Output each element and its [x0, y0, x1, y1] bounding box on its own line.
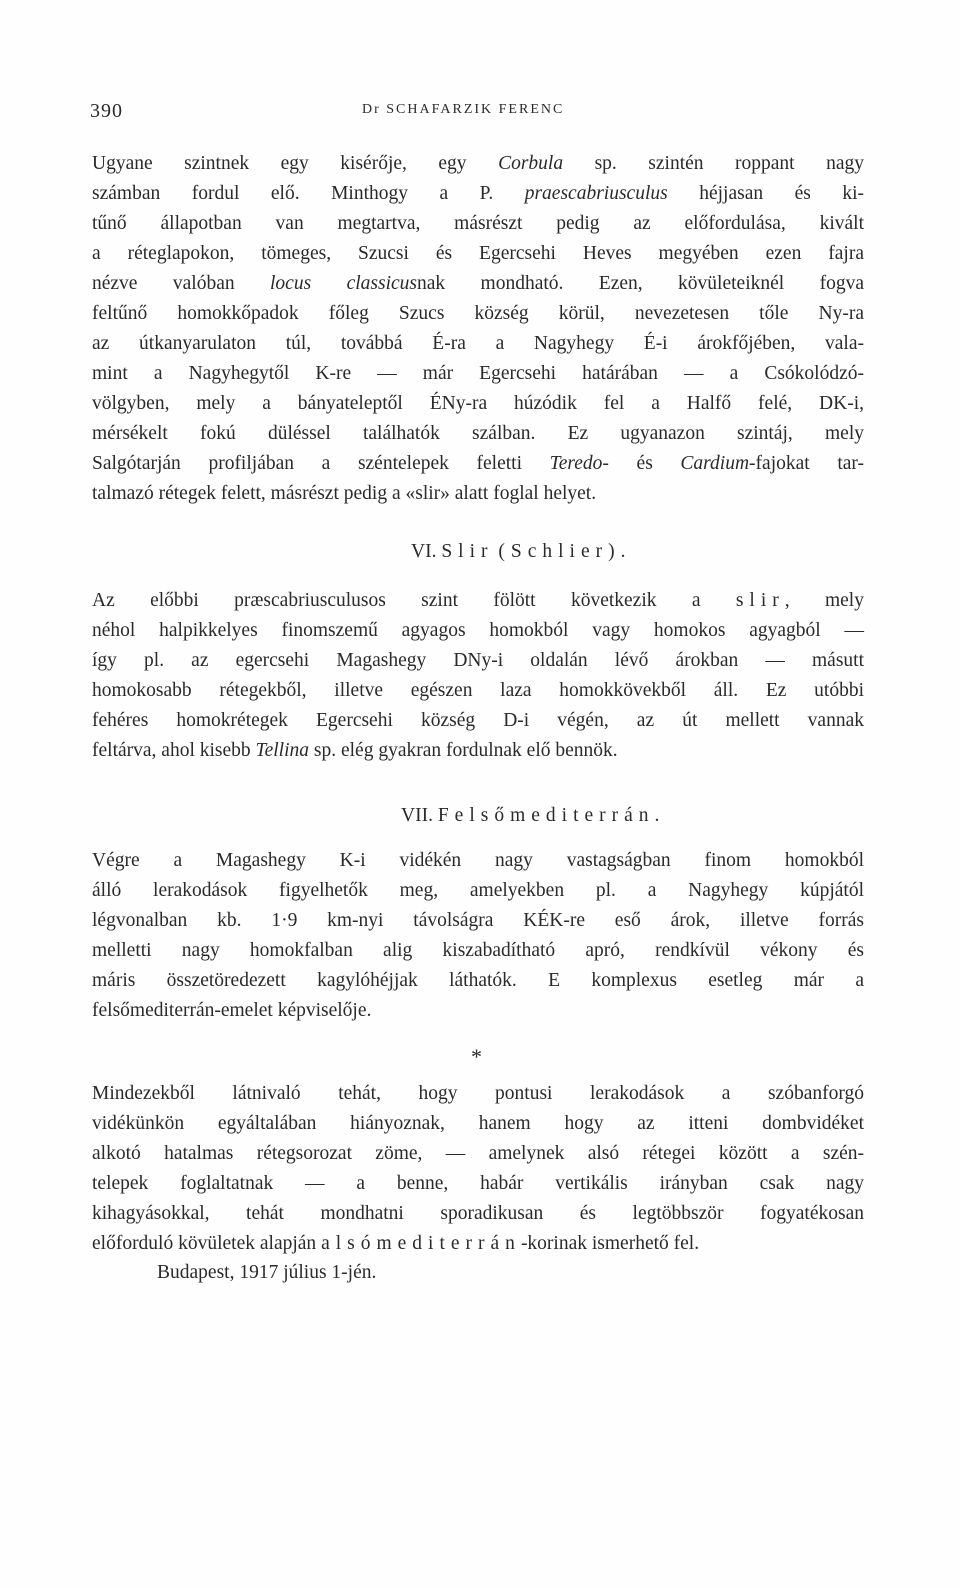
running-title: Dr SCHAFARZIK FERENC	[362, 102, 565, 117]
text-line: völgyben, mely a bányateleptől ÉNy-ra húzódik fel a Halfő felé, DK-i,	[92, 393, 864, 414]
text-line: melletti nagy homokfalban alig kiszabadítható apró, rendkívül vékony és	[92, 940, 864, 961]
text-line: kihagyásokkal, tehát mondhatni sporadikusan és legtöbbször fogyatékosan	[92, 1203, 864, 1224]
paragraph-slir	[92, 586, 864, 766]
paragraph-felsomediterran	[92, 846, 864, 1026]
text-line: a réteglapokon, tömeges, Szucsi és Egercsehi Heves megyében ezen fajra	[92, 243, 864, 264]
text-line: feltűnő homokkőpadok főleg Szucs község körül, nevezetesen tőle Ny-ra	[92, 303, 864, 324]
text-line: alkotó hatalmas rétegsorozat zöme, — amelynek alsó rétegei között a szén-	[92, 1143, 864, 1164]
section-heading-slir: VI. Slir (Schlier).	[411, 541, 632, 562]
text-line: légvonalban kb. 1·9 km-nyi távolságra KÉK-re eső árok, illetve forrás	[92, 910, 864, 931]
text-line: néhol halpikkelyes finomszemű agyagos homokból vagy homokos agyagból —	[92, 620, 864, 641]
text-line: Ugyane szintnek egy kisérője, egy Corbula sp. szintén roppant nagy	[92, 153, 865, 174]
section-separator: *	[471, 1044, 482, 1069]
text-line: Végre a Magashegy K-i vidékén nagy vastagságban finom homokból	[92, 850, 864, 871]
text-line: Mindezekből látnivaló tehát, hogy pontusi lerakodások a szóbanforgó	[92, 1083, 864, 1104]
text-line: számban fordul elő. Minthogy a P. praescabriusculus héjjasan és ki-	[92, 183, 865, 204]
text-line: fehéres homokrétegek Egercsehi község D-i végén, az út mellett vannak	[92, 710, 864, 731]
text-line: tűnő állapotban van megtartva, másrészt pedig az előfordulása, kivált	[92, 213, 864, 234]
text-line: előforduló kövületek alapján alsómediterrán-korinak ismerhető fel.	[92, 1233, 700, 1254]
paragraph-conclusion	[92, 1079, 864, 1259]
text-line: Salgótarján profiljában a széntelepek feletti Teredo- és Cardium-fajokat tar-	[92, 453, 864, 474]
text-line: telepek foglaltatnak — a benne, habár vertikális irányban csak nagy	[92, 1173, 864, 1194]
text-line: mint a Nagyhegytől K-re — már Egercsehi határában — a Csókolódzó-	[92, 363, 864, 384]
page-number: 390	[90, 100, 123, 122]
date-signoff: Budapest, 1917 július 1-jén.	[157, 1262, 377, 1283]
text-line: az útkanyarulaton túl, továbbá É-ra a Nagyhegy É-i árokfőjében, vala-	[92, 333, 864, 354]
text-line: talmazó rétegek felett, másrészt pedig a «slir» alatt foglal helyet.	[92, 483, 597, 504]
section-heading-felsomediterran: VII. Felsőmediterrán.	[401, 805, 666, 826]
paragraph-corbula	[92, 149, 864, 509]
text-line: feltárva, ahol kisebb Tellina sp. elég gyakran fordulnak elő bennök.	[92, 740, 618, 761]
text-line: Az előbbi præscabriusculusos szint fölött következik a slir, mely	[92, 590, 864, 611]
text-line: felsőmediterrán-emelet képviselője.	[92, 1000, 372, 1021]
text-line: vidékünkön egyáltalában hiányoznak, hanem hogy az itteni dombvidéket	[92, 1113, 864, 1134]
text-line: mérsékelt fokú düléssel találhatók szálban. Ez ugyanazon szintáj, mely	[92, 423, 864, 444]
text-line: homokosabb rétegekből, illetve egészen laza homokkövekből áll. Ez utóbbi	[92, 680, 864, 701]
text-line: így pl. az egercsehi Magashegy DNy-i oldalán lévő árokban — másutt	[92, 650, 864, 671]
text-line: máris összetöredezett kagylóhéjjak láthatók. E komplexus esetleg már a	[92, 970, 864, 991]
text-line: nézve valóban locus classicusnak mondható. Ezen, kövületeiknél fogva	[92, 273, 864, 294]
text-line: álló lerakodások figyelhetők meg, amelyekben pl. a Nagyhegy kúpjától	[92, 880, 864, 901]
